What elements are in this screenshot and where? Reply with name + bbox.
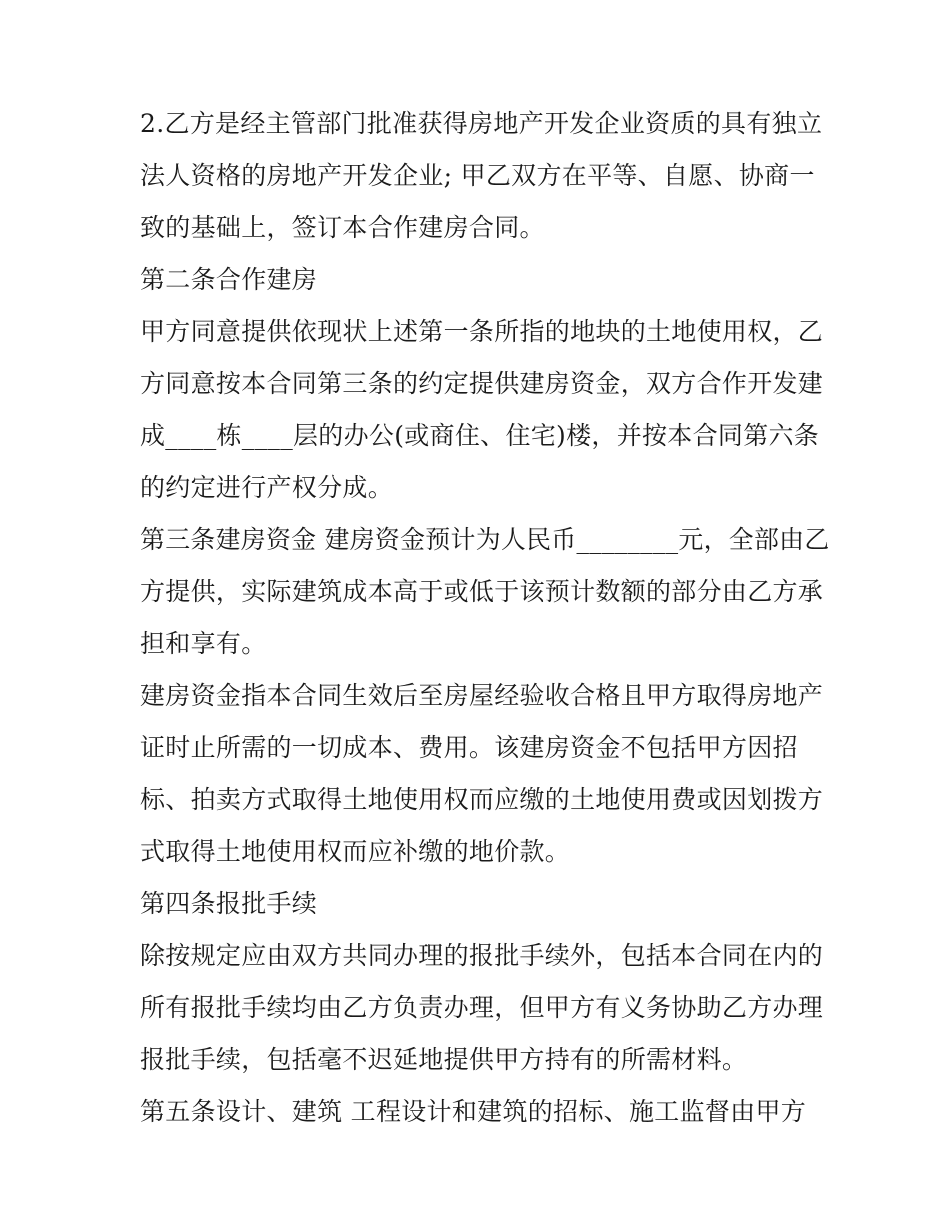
text-line: 所有报批手续均由乙方负责办理，但甲方有义务协助乙方办理 bbox=[140, 993, 824, 1022]
text-line: 方提供，实际建筑成本高于或低于该预计数额的部分由乙方承 bbox=[140, 577, 824, 606]
text-line: 报批手续，包括毫不迟延地提供甲方持有的所需材料。 bbox=[140, 1045, 748, 1074]
text-line: 担和享有。 bbox=[140, 629, 267, 658]
section-heading: 第二条合作建房 bbox=[140, 265, 318, 294]
text-line: 除按规定应由双方共同办理的报批手续外，包括本合同在内的 bbox=[140, 941, 824, 970]
text-line: 成____栋____层的办公(或商住、住宅)楼，并按本合同第六条 bbox=[140, 421, 820, 450]
text-line: 甲方同意提供依现状上述第一条所指的地块的土地使用权，乙 bbox=[140, 317, 824, 346]
text-line: 式取得土地使用权而应补缴的地价款。 bbox=[140, 837, 571, 866]
section-heading: 第四条报批手续 bbox=[140, 889, 318, 918]
text-line: 2.乙方是经主管部门批准获得房地产开发企业资质的具有独立 bbox=[140, 109, 823, 138]
section-heading: 第三条建房资金 建房资金预计为人民币________元，全部由乙 bbox=[140, 525, 830, 554]
text-line: 证时止所需的一切成本、费用。该建房资金不包括甲方因招 bbox=[140, 733, 798, 762]
text-line: 建房资金指本合同生效后至房屋经验收合格且甲方取得房地产 bbox=[140, 681, 824, 710]
section-heading: 第五条设计、建筑 工程设计和建筑的招标、施工监督由甲方 bbox=[140, 1097, 807, 1126]
text-line: 标、拍卖方式取得土地使用权而应缴的土地使用费或因划拨方 bbox=[140, 785, 824, 814]
text-line: 方同意按本合同第三条的约定提供建房资金，双方合作开发建 bbox=[140, 369, 824, 398]
text-line: 法人资格的房地产开发企业; 甲乙双方在平等、自愿、协商一 bbox=[140, 161, 815, 190]
text-line: 致的基础上，签订本合作建房合同。 bbox=[140, 213, 545, 242]
text-line: 的约定进行产权分成。 bbox=[140, 473, 394, 502]
